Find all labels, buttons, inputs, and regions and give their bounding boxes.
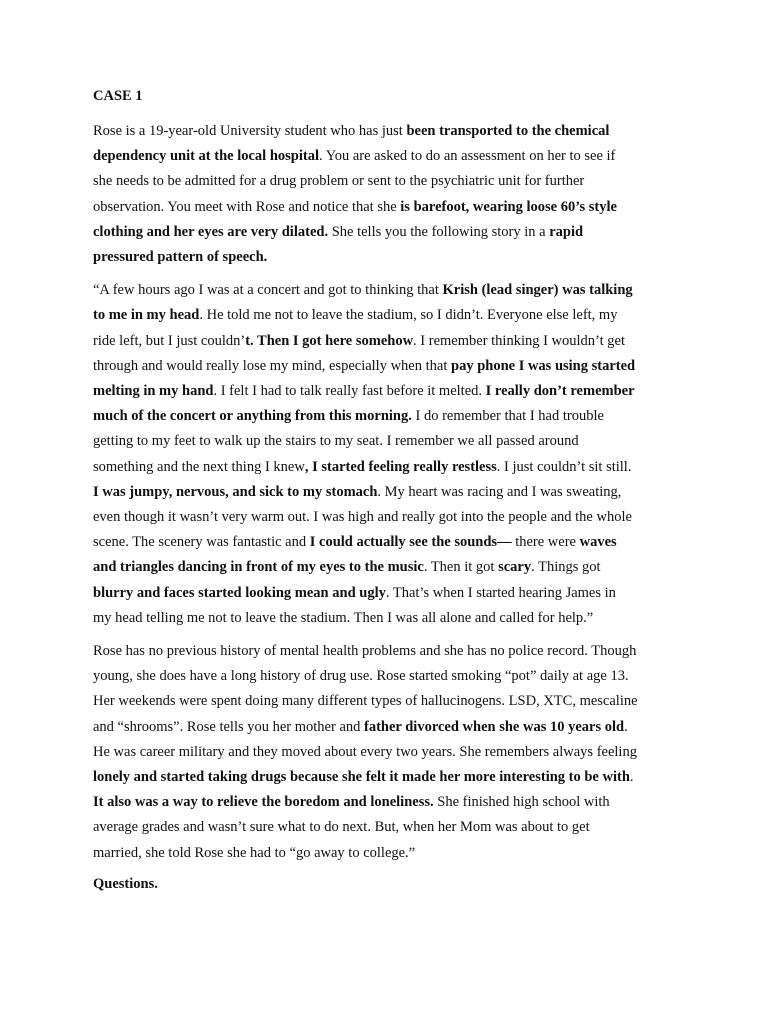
text-run: He was career military and they moved about every two years. She remembers always feeling bbox=[93, 743, 637, 760]
text-line bbox=[93, 354, 683, 379]
text-line bbox=[93, 689, 683, 714]
bold-text-run: I really don’t remember bbox=[485, 383, 635, 400]
text-line bbox=[93, 639, 683, 664]
text-run: . I remember thinking I wouldn’t get bbox=[413, 332, 625, 349]
bold-text-run: and triangles dancing in front of my eyes to the music bbox=[93, 559, 424, 576]
bold-text-run: clothing and her eyes are very dilated. bbox=[93, 223, 329, 240]
text-run: . I felt I had to talk really fast before it melted. bbox=[213, 383, 486, 400]
bold-text-run: father divorced when she was 10 years old bbox=[364, 718, 625, 735]
bold-text-run: lonely and started taking drugs because she felt it made her more interesting to be with bbox=[93, 769, 630, 786]
text-run: . You are asked to do an assessment on her to see if bbox=[318, 148, 616, 165]
text-run: even though it wasn’t very warm out. I was high and really got into the people and the whole bbox=[93, 509, 632, 526]
bold-text-run: Krish (lead singer) was talking bbox=[442, 282, 633, 299]
text-run: average grades and wasn’t sure what to do next. But, when her Mom was about to get bbox=[93, 819, 590, 836]
case-body bbox=[93, 119, 683, 866]
bold-text-run: rapid bbox=[549, 223, 584, 240]
text-run: . That’s when I started hearing James in bbox=[385, 584, 616, 601]
text-run: She tells you the following story in a bbox=[328, 223, 550, 240]
paragraph-p3 bbox=[93, 639, 683, 866]
text-run: . He told me not to leave the stadium, so I didn’t. Everyone else left, my bbox=[199, 307, 618, 324]
text-run: my head telling me not to leave the stadium. Then I was all alone and called for help.” bbox=[93, 609, 594, 626]
text-line bbox=[93, 841, 683, 866]
bold-text-run: pay phone I was using started bbox=[451, 357, 636, 374]
text-run: Her weekends were spent doing many different types of hallucinogens. LSD, XTC, mescaline bbox=[93, 693, 638, 710]
text-line bbox=[93, 429, 683, 454]
text-line bbox=[93, 278, 683, 303]
text-line bbox=[93, 379, 683, 404]
paragraph-p1 bbox=[93, 119, 683, 270]
bold-text-run: I was jumpy, nervous, and sick to my stomach bbox=[93, 483, 378, 500]
text-run: ride left, but I just couldn’ bbox=[93, 332, 246, 349]
text-line bbox=[93, 480, 683, 505]
bold-text-run: is barefoot, wearing loose 60’s style bbox=[400, 198, 617, 215]
bold-text-run: , I started feeling really restless bbox=[304, 458, 497, 475]
text-run: . Things got bbox=[531, 559, 601, 576]
bold-text-run: dependency unit at the local hospital bbox=[93, 148, 319, 165]
text-line bbox=[93, 555, 683, 580]
text-run: . bbox=[624, 718, 628, 735]
text-line bbox=[93, 505, 683, 530]
text-run: and “shrooms”. Rose tells you her mother and bbox=[93, 718, 365, 735]
text-run: . Then it got bbox=[423, 559, 499, 576]
text-line bbox=[93, 715, 683, 740]
text-line bbox=[93, 815, 683, 840]
bold-text-run: been transported to the chemical bbox=[406, 123, 610, 139]
text-line bbox=[93, 530, 683, 555]
text-line bbox=[93, 740, 683, 765]
paragraph-p2 bbox=[93, 278, 683, 631]
bold-text-run: t. Then I got here somehow bbox=[245, 332, 414, 349]
questions-heading: Questions. bbox=[93, 875, 158, 892]
text-line bbox=[93, 119, 683, 144]
text-run: . I just couldn’t sit still. bbox=[496, 458, 632, 475]
text-run: . My heart was racing and I was sweating, bbox=[377, 483, 622, 500]
bold-text-run: waves bbox=[579, 534, 617, 551]
bold-text-run: scary bbox=[498, 559, 532, 576]
text-line bbox=[93, 169, 683, 194]
text-line bbox=[93, 664, 683, 689]
bold-text-run: melting in my hand bbox=[93, 383, 214, 400]
text-run: young, she does have a long history of drug use. Rose started smoking “pot” daily at age 13. bbox=[93, 668, 629, 685]
text-line bbox=[93, 144, 683, 169]
text-run: something and the next thing I knew bbox=[93, 458, 305, 475]
text-run: observation. You meet with Rose and notice that she bbox=[93, 198, 401, 215]
text-run: through and would really lose my mind, especially when that bbox=[93, 357, 451, 374]
text-run: “A few hours ago I was at a concert and got to thinking that bbox=[93, 282, 443, 299]
text-line bbox=[93, 455, 683, 480]
text-run: I do remember that I had trouble bbox=[411, 408, 604, 425]
text-run: getting to my feet to walk up the stairs to my seat. I remember we all passed around bbox=[93, 433, 579, 450]
text-line bbox=[93, 404, 683, 429]
text-line bbox=[93, 245, 683, 270]
text-run: Rose is a 19-year-old University student who has just bbox=[93, 123, 407, 139]
bold-text-run: blurry and faces started looking mean and ugly bbox=[93, 584, 386, 601]
text-run: there were bbox=[511, 534, 580, 551]
text-line bbox=[93, 329, 683, 354]
text-run: married, she told Rose she had to “go away to college.” bbox=[93, 844, 416, 861]
text-run: . bbox=[629, 769, 634, 786]
text-line bbox=[93, 581, 683, 606]
bold-text-run: much of the concert or anything from this morning. bbox=[93, 408, 412, 425]
text-line bbox=[93, 220, 683, 245]
text-run: she needs to be admitted for a drug problem or sent to the psychiatric unit for further bbox=[93, 173, 585, 190]
bold-text-run: I could actually see the sounds— bbox=[309, 534, 512, 551]
text-line bbox=[93, 790, 683, 815]
text-line bbox=[93, 195, 683, 220]
bold-text-run: It also was a way to relieve the boredom and loneliness. bbox=[93, 794, 434, 811]
text-line bbox=[93, 606, 683, 631]
text-run: scene. The scenery was fantastic and bbox=[93, 534, 310, 551]
text-run: She finished high school with bbox=[433, 794, 610, 811]
bold-text-run: pressured pattern of speech. bbox=[93, 249, 268, 266]
text-line bbox=[93, 765, 683, 790]
text-run: Rose has no previous history of mental health problems and she has no police record. Though bbox=[93, 643, 637, 660]
document-content bbox=[93, 86, 683, 894]
bold-text-run: to me in my head bbox=[93, 307, 200, 324]
case-title: CASE 1 bbox=[93, 88, 143, 104]
text-line bbox=[93, 303, 683, 328]
